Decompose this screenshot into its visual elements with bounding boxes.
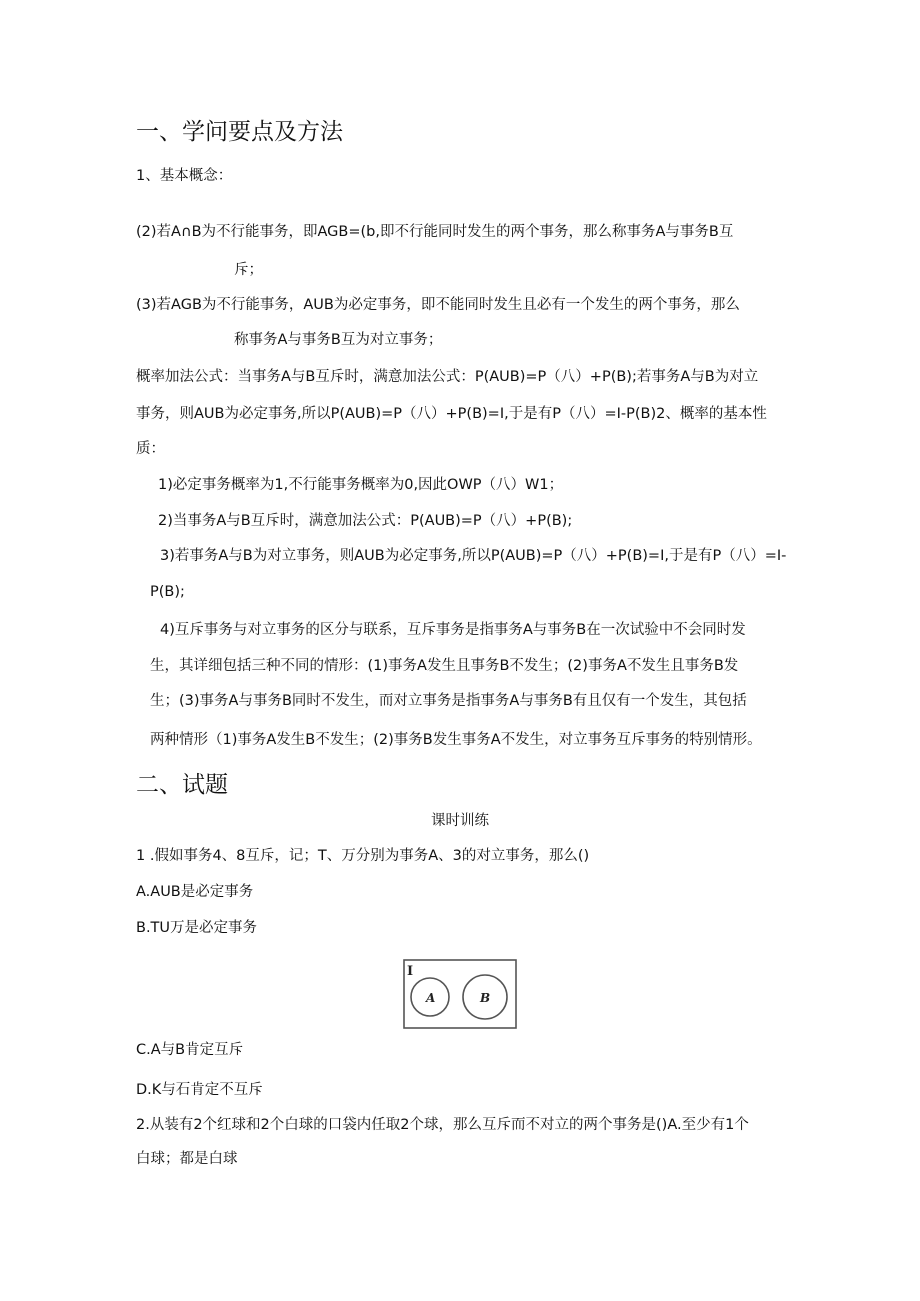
- section2-heading: 二、试题: [136, 772, 228, 798]
- question-1: 1 .假如事务4、8互斥，记；T、万分别为事务A、3的对立事务，那么(): [136, 848, 590, 864]
- question-2-line2: 白球；都是白球: [136, 1151, 238, 1167]
- property-4-line2: 生，其详细包括三种不同的情形：(1)事务A发生且事务B不发生；(2)事务A不发生且事务B发: [150, 658, 739, 674]
- universe-rectangle: [404, 960, 516, 1028]
- item3-line1: (3)若AGB为不行能事务，AUB为必定事务，即不能同时发生且必有一个发生的两个事务，那么: [136, 297, 740, 313]
- property-4-line1: 4)互斥事务与对立事务的区分与联系，互斥事务是指事务A与事务B在一次试验中不会同时发: [160, 622, 746, 638]
- addition-formula-line2: 事务，则AUB为必定事务,所以P(AUB)=P（八）+P(B)=I,于是有P（八）=I-P(B)2、概率的基本性: [136, 406, 767, 422]
- property-3-line2: P(B);: [150, 584, 185, 600]
- addition-formula-line1: 概率加法公式：当事务A与B互斥时，满意加法公式：P(AUB)=P（八）+P(B);若事务A与B为对立: [136, 369, 759, 385]
- question-1-option-b: B.TU万是必定事务: [136, 920, 258, 936]
- addition-formula-line3: 质：: [136, 441, 165, 457]
- section2-subtitle: 课时训练: [431, 813, 489, 829]
- property-4-line4: 两种情形（1)事务A发生B不发生；(2)事务B发生事务A不发生，对立事务互斥事务的特别情形。: [150, 732, 762, 748]
- section1-heading: 一、学问要点及方法: [136, 119, 343, 145]
- question-1-option-c: C.A与B肯定互斥: [136, 1042, 244, 1058]
- property-2: 2)当事务A与B互斥时，满意加法公式：P(AUB)=P（八）+P(B);: [158, 513, 573, 529]
- property-4-line3: 生；(3)事务A与事务B同时不发生，而对立事务是指事务A与事务B有且仅有一个发生，其包括: [150, 693, 747, 709]
- universe-label: I: [407, 964, 414, 979]
- circle-b-label: B: [480, 991, 491, 1005]
- question-2-line1: 2.从装有2个红球和2个白球的口袋内任取2个球，那么互斥而不对立的两个事务是()A.至少有1个: [136, 1117, 749, 1133]
- property-3-line1: 3)若事务A与B为对立事务，则AUB为必定事务,所以P(AUB)=P（八）+P(B)=I,于是有P（八）=I-: [160, 548, 787, 564]
- basic-concepts-label: 1、基本概念：: [136, 168, 233, 184]
- circle-a-label: A: [426, 991, 436, 1005]
- venn-diagram: [403, 958, 519, 1030]
- item2-line2: 斥；: [234, 262, 263, 278]
- item2-line1: (2)若A∩B为不行能事务，即AGB=(b,即不行能同时发生的两个事务，那么称事务A与事务B互: [136, 224, 734, 240]
- item3-line2: 称事务A与事务B互为对立事务；: [234, 332, 443, 348]
- property-1: 1)必定事务概率为1,不行能事务概率为0,因此OWP（八）W1；: [158, 477, 564, 493]
- question-1-option-a: A.AUB是必定事务: [136, 884, 254, 900]
- question-1-option-d: D.K与石肯定不互斥: [136, 1082, 263, 1098]
